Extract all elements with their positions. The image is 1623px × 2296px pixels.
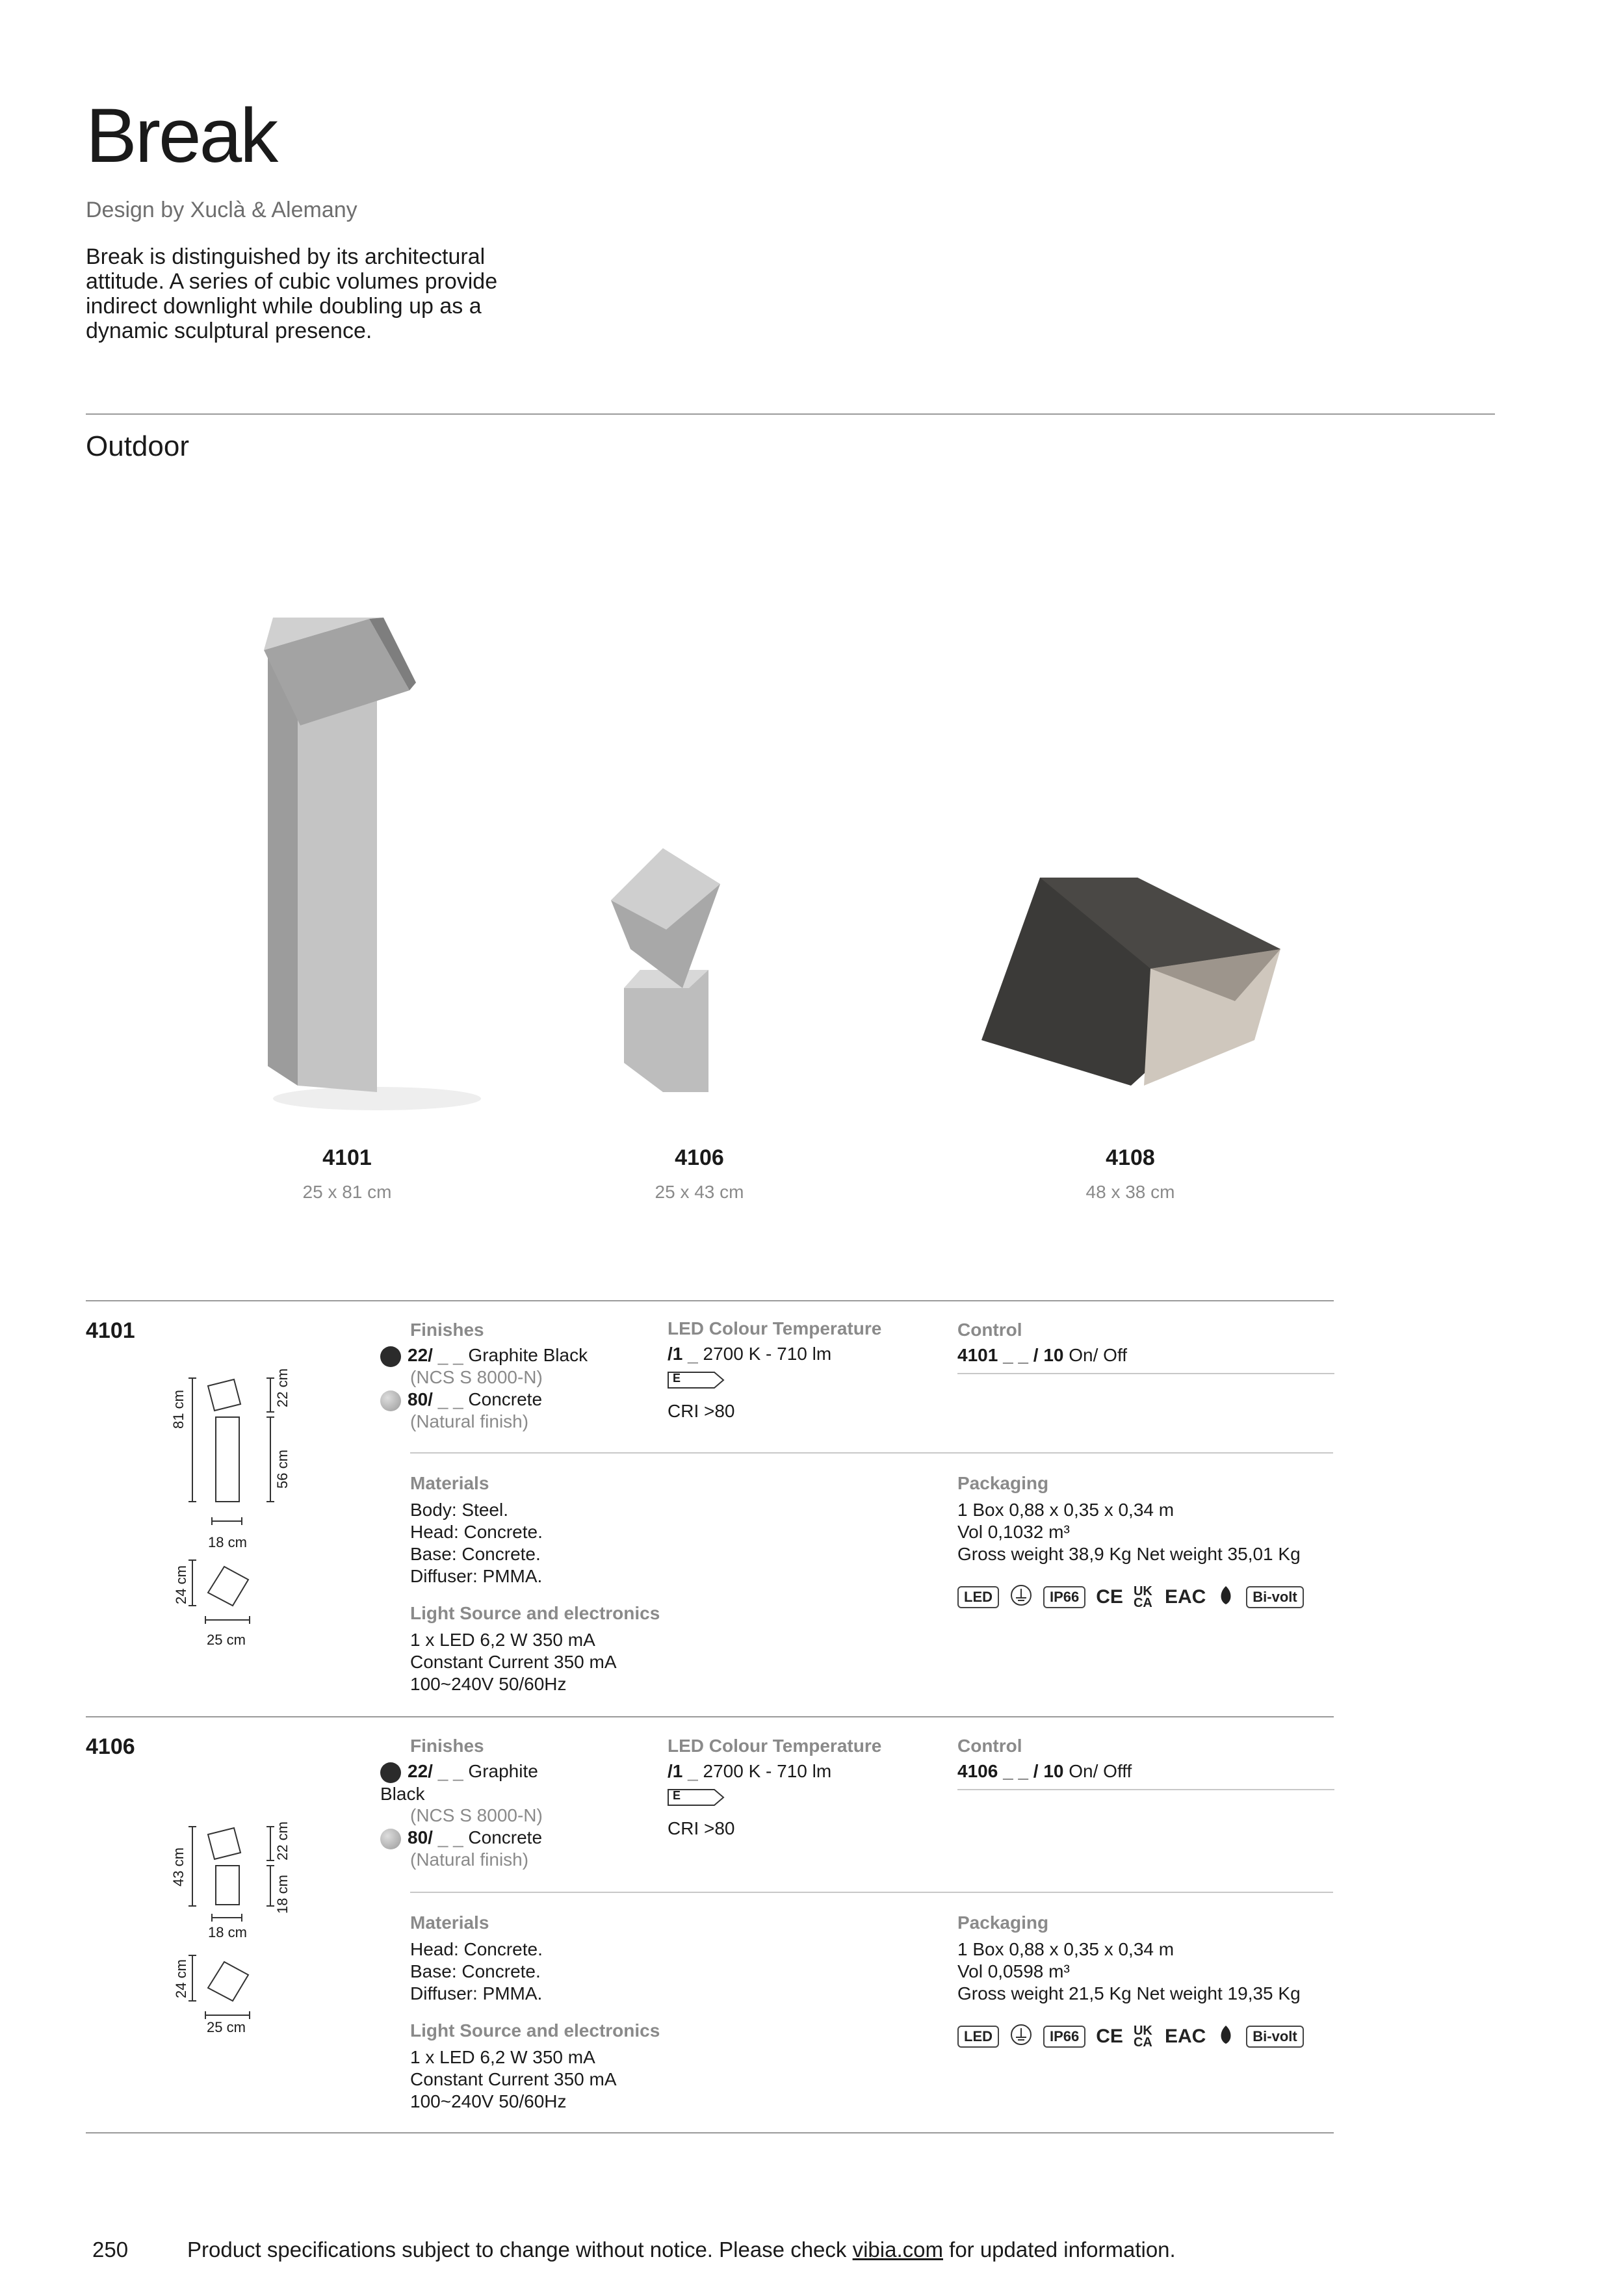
product-size-4108: 48 x 38 cm: [1085, 1182, 1175, 1202]
control-heading: Control: [957, 1320, 1022, 1340]
finish-note: (Natural finish): [410, 1411, 529, 1431]
led-code: /1: [668, 1344, 683, 1364]
footer-note: [187, 2237, 1176, 2262]
cri: CRI >80: [668, 1401, 735, 1421]
finish-graphite: [380, 1760, 549, 1805]
concrete-swatch: [380, 1390, 401, 1411]
materials-line: Head: Concrete.: [410, 1939, 543, 1959]
dim-width: 18 cm: [208, 1534, 247, 1550]
light-line: 1 x LED 6,2 W 350 mA: [410, 2047, 595, 2067]
spec-mid-divider: [410, 1452, 1333, 1454]
finish-name: Graphite Black: [380, 1761, 538, 1804]
packaging-line: Vol 0,1032 m³: [957, 1522, 1070, 1542]
energy-class: E: [673, 1372, 681, 1385]
cert-icons: [957, 1584, 1304, 1610]
ip-rating-icon: IP66: [1043, 1586, 1085, 1608]
eac-mark-icon: EAC: [1164, 2025, 1206, 2047]
dim-body: 18 cm: [274, 1875, 291, 1914]
finish-code: 80/: [408, 1827, 433, 1847]
energy-class: E: [673, 1789, 681, 1802]
control-mode: On/ Off: [1069, 1345, 1128, 1365]
page-title: Break: [86, 93, 277, 179]
led-code: /1: [668, 1761, 683, 1781]
energy-label: [668, 1372, 720, 1387]
materials-heading: Materials: [410, 1912, 489, 1933]
materials-line: Diffuser: PMMA.: [410, 1566, 543, 1586]
header-divider: [86, 413, 1495, 415]
footer-text-end: for updated information.: [942, 2237, 1176, 2262]
led-icon: LED: [957, 1586, 999, 1608]
finish-dash: _ _: [432, 1761, 469, 1781]
finish-dash: _ _: [432, 1827, 469, 1847]
finish-note: (NCS S 8000-N): [410, 1805, 543, 1825]
ce-mark-icon: CE: [1096, 1585, 1123, 1608]
led-value: [668, 1343, 831, 1365]
control-code: 4101 _ _ / 10: [957, 1345, 1064, 1365]
class-iii-icon: [1009, 1584, 1033, 1610]
packaging-heading: Packaging: [957, 1473, 1049, 1493]
dim-base-height: 24 cm: [173, 1959, 189, 1998]
ip-rating-icon: IP66: [1043, 2026, 1085, 2048]
materials-line: Body: Steel.: [410, 1500, 508, 1520]
materials-line: Head: Concrete.: [410, 1522, 543, 1542]
graphite-swatch: [380, 1346, 401, 1367]
finish-code: 22/: [408, 1761, 433, 1781]
product-image-4108: [975, 871, 1287, 1092]
packaging-line: Gross weight 21,5 Kg Net weight 19,35 Kg: [957, 1983, 1301, 2003]
packaging-line: Gross weight 38,9 Kg Net weight 35,01 Kg: [957, 1544, 1301, 1564]
finish-concrete: [380, 1389, 614, 1411]
recycle-icon: [1216, 2024, 1236, 2049]
light-heading: Light Source and electronics: [410, 2020, 660, 2041]
dim-body: 56 cm: [274, 1450, 291, 1489]
product-code-4101: 4101: [322, 1145, 372, 1170]
dim-total: 81 cm: [170, 1390, 187, 1429]
section-title: Outdoor: [86, 430, 189, 462]
finishes-heading: Finishes: [410, 1320, 484, 1340]
control-code: 4106 _ _ / 10: [957, 1761, 1064, 1781]
designer-credit: Design by Xuclà & Alemany: [86, 198, 357, 222]
page-number: 250: [92, 2237, 129, 2262]
spec-divider: [86, 1300, 1334, 1301]
intro-text: Break is distinguished by its architectural attitude. A series of cubic volumes provide indirect downlight while doubling up as a dynamic sculptural presence.: [86, 244, 498, 343]
finishes-heading: Finishes: [410, 1736, 484, 1756]
cert-icons: [957, 2023, 1304, 2050]
light-line: Constant Current 350 mA: [410, 2069, 617, 2089]
product-code-4106: 4106: [675, 1145, 724, 1170]
finish-graphite: [380, 1344, 614, 1367]
light-heading: Light Source and electronics: [410, 1603, 660, 1623]
dim-width: 18 cm: [208, 1924, 247, 1940]
control-divider: [957, 1373, 1334, 1374]
led-spec: 2700 K - 710 lm: [703, 1344, 832, 1364]
finish-note: (NCS S 8000-N): [410, 1367, 543, 1387]
led-spec: 2700 K - 710 lm: [703, 1761, 832, 1781]
class-iii-icon: [1009, 2023, 1033, 2050]
bivolt-icon: Bi-volt: [1246, 1586, 1303, 1608]
spec-model-4101: 4101: [86, 1318, 135, 1343]
dim-total: 43 cm: [170, 1847, 187, 1886]
ukca-mark-icon: UK CA: [1133, 1584, 1152, 1610]
materials-line: Diffuser: PMMA.: [410, 1983, 543, 2003]
spec-model-4106: 4106: [86, 1734, 135, 1759]
finish-name: Concrete: [468, 1389, 543, 1409]
cri: CRI >80: [668, 1818, 735, 1838]
led-heading: LED Colour Temperature: [668, 1318, 882, 1338]
spec-divider: [86, 2132, 1334, 2133]
led-dash: _: [682, 1761, 703, 1781]
concrete-swatch: [380, 1829, 401, 1849]
finish-code: 80/: [408, 1389, 433, 1409]
product-size-4101: 25 x 81 cm: [302, 1182, 392, 1202]
finish-name: Concrete: [468, 1827, 543, 1847]
product-image-4106: [611, 839, 767, 1099]
ce-mark-icon: CE: [1096, 2025, 1123, 2047]
dim-head: 22 cm: [274, 1368, 291, 1407]
finish-dash: _ _: [432, 1345, 469, 1365]
finish-dash: _ _: [432, 1389, 469, 1409]
ukca-mark-icon: UK CA: [1133, 2023, 1152, 2050]
light-line: Constant Current 350 mA: [410, 1652, 617, 1672]
packaging-line: Vol 0,0598 m³: [957, 1961, 1070, 1981]
control-value: [957, 1760, 1132, 1782]
dim-head: 22 cm: [274, 1821, 291, 1860]
light-line: 100~240V 50/60Hz: [410, 1674, 567, 1694]
spec-mid-divider: [410, 1892, 1333, 1893]
dim-base-width: 25 cm: [207, 1632, 246, 1648]
graphite-swatch: [380, 1762, 401, 1783]
led-icon: LED: [957, 2026, 999, 2048]
eac-mark-icon: EAC: [1164, 1585, 1206, 1608]
light-line: 100~240V 50/60Hz: [410, 2091, 567, 2111]
packaging-line: 1 Box 0,88 x 0,35 x 0,34 m: [957, 1500, 1175, 1520]
control-value: [957, 1344, 1127, 1366]
footer-text: Product specifications subject to change without notice. Please check: [187, 2237, 853, 2262]
control-mode: On/ Offf: [1069, 1761, 1132, 1781]
led-value: [668, 1760, 831, 1782]
packaging-line: 1 Box 0,88 x 0,35 x 0,34 m: [957, 1939, 1175, 1959]
control-divider: [957, 1789, 1334, 1790]
spec-divider: [86, 1716, 1334, 1717]
led-dash: _: [682, 1344, 703, 1364]
materials-line: Base: Concrete.: [410, 1961, 541, 1981]
dim-base-width: 25 cm: [207, 2019, 246, 2035]
finish-note: (Natural finish): [410, 1849, 529, 1870]
light-line: 1 x LED 6,2 W 350 mA: [410, 1630, 595, 1650]
vibia-link[interactable]: vibia.com: [852, 2237, 943, 2262]
product-image-4101: [247, 618, 559, 1112]
recycle-icon: [1216, 1584, 1236, 1610]
packaging-heading: Packaging: [957, 1912, 1049, 1933]
led-heading: LED Colour Temperature: [668, 1736, 882, 1756]
dim-base-height: 24 cm: [173, 1565, 189, 1604]
finish-code: 22/: [408, 1345, 433, 1365]
materials-heading: Materials: [410, 1473, 489, 1493]
product-code-4108: 4108: [1106, 1145, 1155, 1170]
bivolt-icon: Bi-volt: [1246, 2026, 1303, 2048]
product-size-4106: 25 x 43 cm: [655, 1182, 744, 1202]
energy-label: [668, 1789, 720, 1805]
finish-name: Graphite Black: [468, 1345, 588, 1365]
materials-line: Base: Concrete.: [410, 1544, 541, 1564]
finish-concrete: [380, 1827, 614, 1849]
control-heading: Control: [957, 1736, 1022, 1756]
